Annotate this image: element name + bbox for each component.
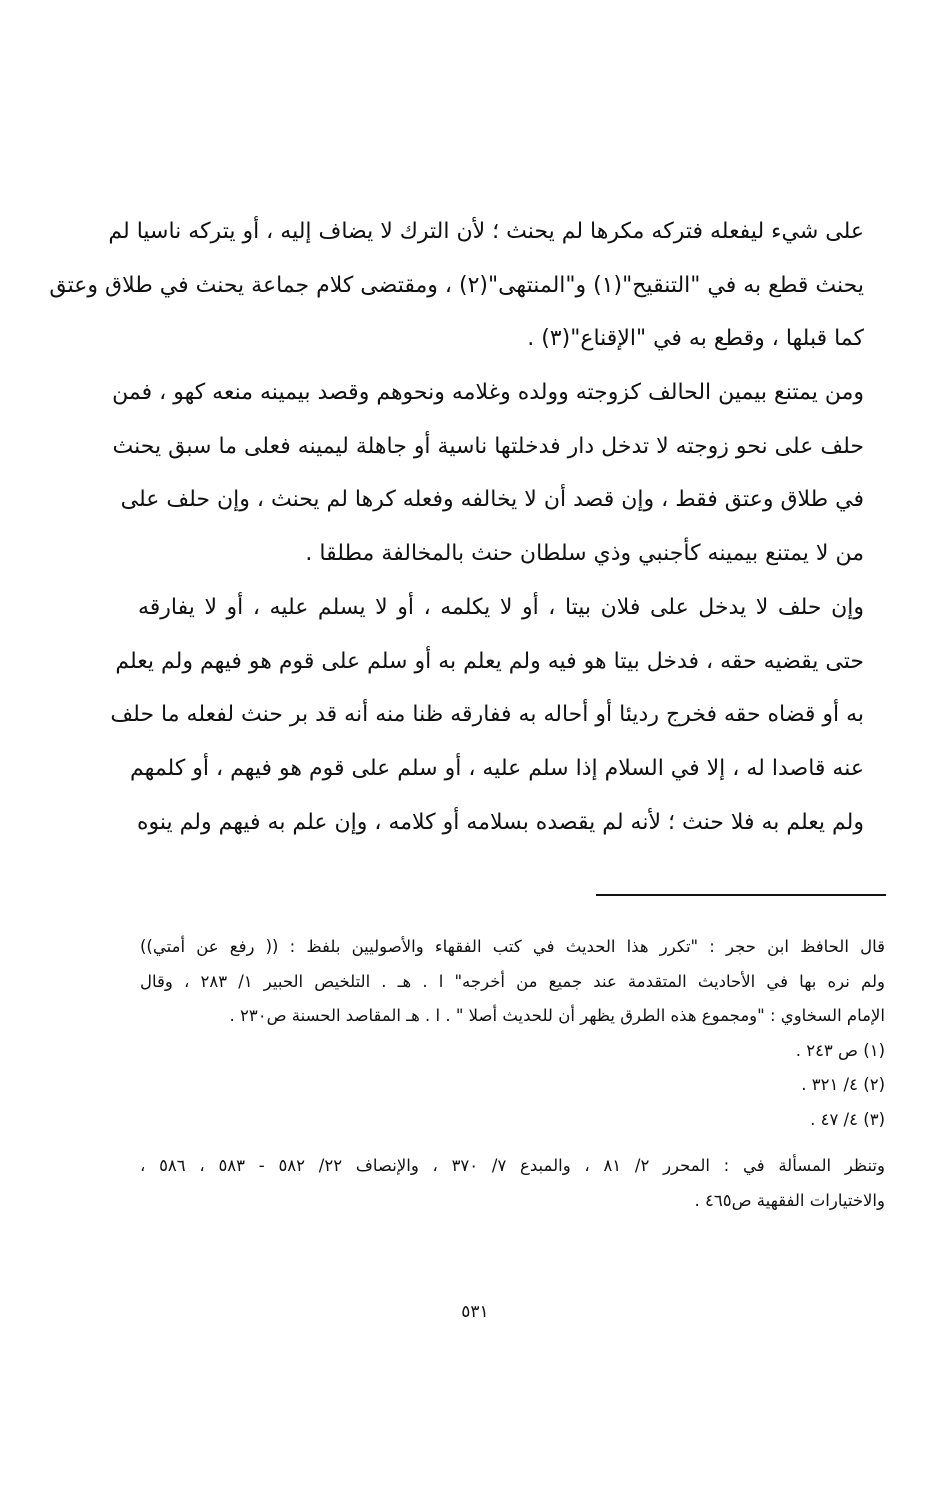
- footnote-separator: [596, 894, 886, 896]
- body-line: وإن حلف لا يدخل على فلان بيتا ، أو لا يكلمه ، أو لا يسلم عليه ، أو لا يفارقه: [138, 594, 864, 620]
- footnote-line: ولم نره بها في الأحاديث المتقدمة عند جميع من أخرجه" ا . هـ . التلخيص الحبير ١/ ٢٨٣ ، وقال: [140, 971, 885, 991]
- page-number: ٥٣١: [461, 1302, 489, 1322]
- body-line: كما قبلها ، وقطع به في "الإقناع"(٣) .: [527, 326, 864, 352]
- body-line: به أو قضاه حقه فخرج رديئا أو أحاله به ففارقه ظنا منه أنه قد بر حنث لفعله ما حلف: [110, 702, 864, 728]
- body-line: يحنث قطع به في "التنقيح"(١) و"المنتهى"(٢) ، ومقتضى كلام جماعة يحنث في طلاق وعتق: [49, 272, 864, 298]
- footnote-gap: [140, 1137, 885, 1149]
- footnote-line: قال الحافظ ابن حجر : "تكرر هذا الحديث في كتب الفقهاء والأصوليين بلفظ : (( رفع عن أمتي)): [140, 937, 885, 956]
- footnotes-block: [140, 930, 885, 1218]
- footnote-line: (١) ص ٢٤٣ .: [795, 1040, 885, 1060]
- reference-line: وتنظر المسألة في : المحرر ٢/ ٨١ ، والمبدع ٧/ ٣٧٠ ، والإنصاف ٢٢/ ٥٨٢ - ٥٨٣ ، ٥٨٦ ،: [140, 1156, 885, 1175]
- body-line: حتى يقضيه حقه ، فدخل بيتا هو فيه ولم يعلم به أو سلم على قوم هو فيهم ولم يعلم: [115, 648, 864, 674]
- body-line: على شيء ليفعله فتركه مكرها لم يحنث ؛ لأن الترك لا يضاف إليه ، أو يتركه ناسيا لم: [108, 219, 864, 244]
- reference-line: والاختيارات الفقهية ص٤٦٥ .: [694, 1190, 885, 1210]
- footnote-line: (٢) ٤/ ٣٢١ .: [801, 1075, 885, 1094]
- body-line: حلف على نحو زوجته لا تدخل دار فدخلتها ناسية أو جاهلة ليمينه فعلى ما سبق يحنث: [112, 433, 864, 459]
- footnote-line: الإمام السخاوي : "ومجموع هذه الطرق يظهر أن للحديث أصلا " . ا . هـ المقاصد الحسنة ص٢٣٠ .: [229, 1006, 885, 1025]
- body-line: في طلاق وعتق فقط ، وإن قصد أن لا يخالفه وفعله كرها لم يحنث ، وإن حلف على: [120, 487, 864, 513]
- main-text-block: [49, 205, 864, 849]
- body-line: عنه قاصدا له ، إلا في السلام إذا سلم عليه ، أو سلم على قوم هو فيهم ، أو كلمهم: [130, 755, 864, 781]
- body-line: ومن يمتنع بيمين الحالف كزوجته وولده وغلامه ونحوهم وقصد بيمينه منعه كهو ، فمن: [112, 380, 864, 406]
- footnote-line: (٣) ٤/ ٤٧ .: [810, 1109, 885, 1129]
- body-line: من لا يمتنع بيمينه كأجنبي وذي سلطان حنث بالمخالفة مطلقا .: [305, 541, 864, 567]
- body-line: ولم يعلم به فلا حنث ؛ لأنه لم يقصده بسلامه أو كلامه ، وإن علم به فيهم ولم ينوه: [136, 809, 864, 835]
